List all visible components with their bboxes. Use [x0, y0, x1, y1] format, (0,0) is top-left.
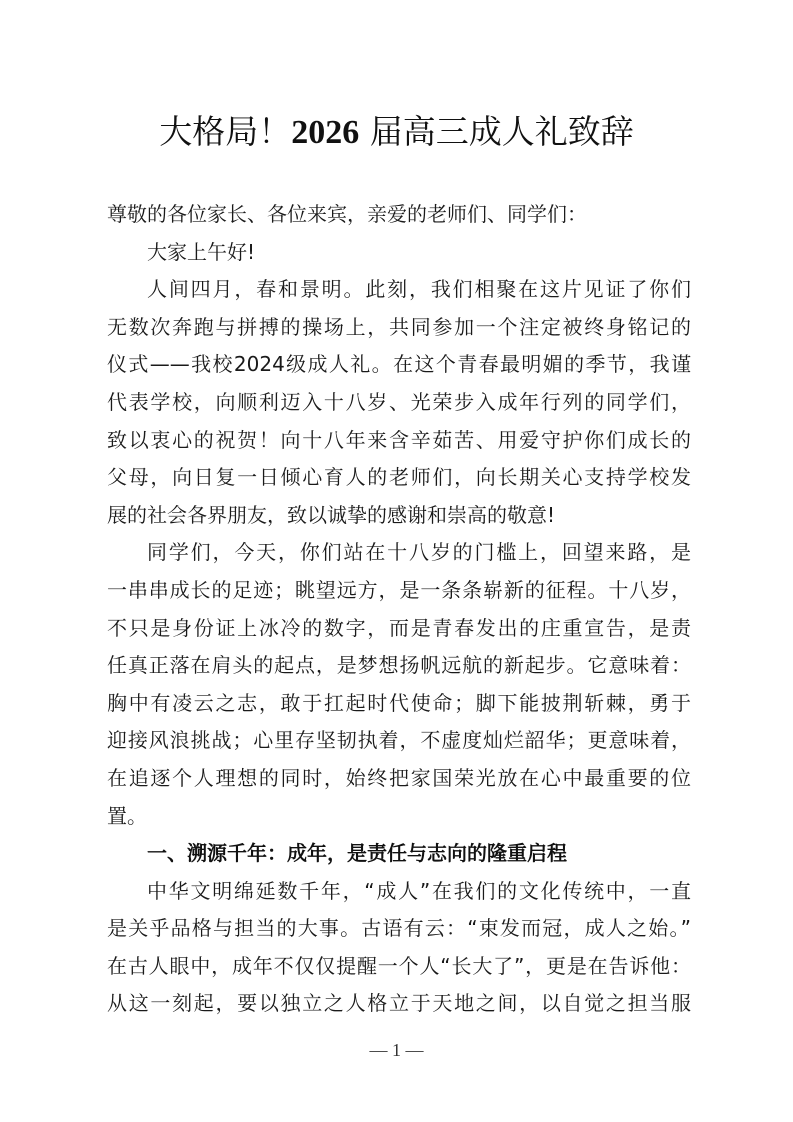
page-number: — 1 —: [369, 1040, 424, 1060]
paragraph-line: 仪式——我校2024级成人礼。在这个青春最明媚的季节，我谨: [107, 352, 691, 377]
greeting-line: 大家上午好!: [147, 239, 256, 264]
paragraph-line: 代表学校，向顺利迈入十八岁、光荣步入成年行列的同学们，: [107, 389, 691, 414]
salutation-line: 尊敬的各位家长、各位来宾，亲爱的老师们、同学们：: [107, 202, 587, 226]
document-title: [0, 110, 793, 155]
paragraph-line: 是关乎品格与担当的大事。古语有云：“束发而冠，成人之始。”: [107, 916, 691, 941]
paragraph-line: 中华文明绵延数千年，“成人”在我们的文化传统中，一直: [147, 878, 691, 903]
paragraph-line: 置。: [107, 803, 147, 828]
paragraph-line: 胸中有凌云之志，敢于扛起时代使命；脚下能披荆斩棘，勇于: [107, 690, 691, 715]
paragraph-line: 从这一刻起，要以独立之人格立于天地之间，以自觉之担当服: [107, 991, 691, 1016]
paragraph-line: 人间四月，春和景明。此刻，我们相聚在这片见证了你们: [147, 277, 691, 302]
paragraph-line: 在追逐个人理想的同时，始终把家国荣光放在心中最重要的位: [107, 765, 691, 790]
paragraph-line: 不只是身份证上冰冷的数字，而是青春发出的庄重宣告，是责: [107, 615, 691, 640]
section-heading: 一、溯源千年：成年，是责任与志向的隆重启程: [147, 841, 567, 866]
paragraph-line: 致以衷心的祝贺！向十八年来含辛茹苦、用爱守护你们成长的: [107, 427, 691, 452]
paragraph-line: 展的社会各界朋友，致以诚挚的感谢和崇高的敬意!: [107, 502, 556, 527]
paragraph-line: 在古人眼中，成年不仅仅提醒一个人“长大了”，更是在告诉他：: [107, 953, 691, 978]
paragraph-line: 父母，向日复一日倾心育人的老师们，向长期关心支持学校发: [107, 465, 691, 490]
title-suffix: 届高三成人礼致辞: [369, 112, 634, 151]
document-body: [107, 196, 691, 1023]
title-prefix: 大格局！: [159, 112, 292, 151]
paragraph-line: 迎接风浪挑战；心里存坚韧执着，不虚度灿烂韶华；更意味着，: [107, 728, 691, 753]
paragraph-line: 任真正落在肩头的起点，是梦想扬帆远航的新起步。它意味着：: [107, 653, 691, 678]
paragraph-line: 同学们，今天，你们站在十八岁的门槛上，回望来路，是: [147, 540, 691, 565]
title-year: 2026: [291, 114, 360, 151]
paragraph-line: 一串串成长的足迹；眺望远方，是一条条崭新的征程。十八岁，: [107, 577, 691, 602]
paragraph-line: 无数次奔跑与拼搏的操场上，共同参加一个注定被终身铭记的: [107, 314, 691, 339]
